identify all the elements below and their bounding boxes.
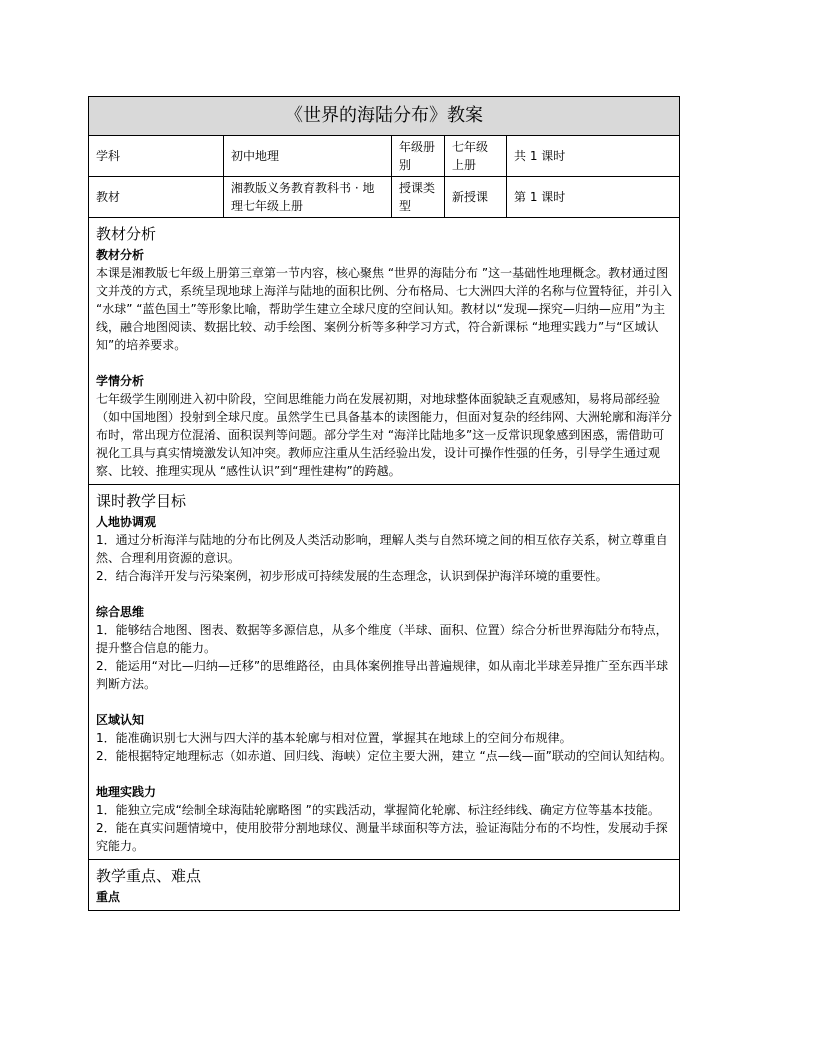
subject-value: 初中地理 — [224, 136, 392, 177]
grade-value: 七年级上册 — [445, 136, 507, 177]
analysis-heading: 教材分析 — [89, 218, 680, 245]
lesson-plan-document — [88, 96, 679, 911]
learner-analysis-subheading: 学情分析 — [96, 374, 145, 388]
keypoints-heading: 教学重点、难点 — [89, 860, 680, 887]
document-title: 《世界的海陆分布》教案 — [89, 97, 680, 136]
material-label: 教材 — [89, 177, 224, 218]
objective-group-title: 地理实践力 — [96, 785, 157, 799]
objective-item: 2．能根据特定地理标志（如赤道、回归线、海峡）定位主要大洲，建立 “点—线—面”联动的空间认知结构。 — [96, 749, 672, 763]
keypoints-subheading: 重点 — [96, 890, 121, 904]
material-value: 湘教版义务教育教科书 · 地理七年级上册 — [224, 177, 392, 218]
objective-item: 2．能在真实问题情境中，使用胶带分割地球仪、测量半球面积等方法，验证海陆分布的不均性，发展动手探究能力。 — [96, 821, 668, 853]
lesson-plan-table — [88, 96, 680, 911]
lesson-value: 第 1 课时 — [507, 177, 680, 218]
objective-item: 1．能够结合地图、图表、数据等多源信息，从多个维度（半球、面积、位置）综合分析世界海陆分布特点，提升整合信息的能力。 — [96, 623, 668, 655]
objective-item: 2．结合海洋开发与污染案例，初步形成可持续发展的生态理念，认识到保护海洋环境的重要性。 — [96, 569, 608, 583]
type-value: 新授课 — [445, 177, 507, 218]
analysis-body — [89, 244, 680, 485]
meta-row-material — [89, 177, 680, 218]
grade-label: 年级册别 — [392, 136, 445, 177]
hours-value: 共 1 课时 — [507, 136, 680, 177]
objective-item: 1．通过分析海洋与陆地的分布比例及人类活动影响，理解人类与自然环境之间的相互依存关系，树立尊重自然、合理利用资源的意识。 — [96, 533, 668, 565]
meta-row-subject — [89, 136, 680, 177]
subject-label: 学科 — [89, 136, 224, 177]
keypoints-body — [89, 886, 680, 911]
objectives-heading: 课时教学目标 — [89, 485, 680, 512]
material-analysis-subheading: 教材分析 — [96, 248, 145, 262]
material-analysis-text: 本课是湘教版七年级上册第三章第一节内容，核心聚焦 “世界的海陆分布 ”这一基础性地理概念。教材通过图文并茂的方式，系统呈现地球上海洋与陆地的面积比例、分布格局、七大洲四大洋的名称与位置特征，并引入 “水球” “蓝色国土”等形象比喻，帮助学生建立全球尺度的空间认知。教材以“发现—探究—归纳—应用”为主线，融合地图阅读、数据比较、动手绘图、案例分析等多种学习方式，符合新课标 “地理实践力”与“区域认知”的培养要求。 — [96, 266, 673, 352]
objective-group-title: 综合思维 — [96, 605, 145, 619]
objectives-body — [89, 511, 680, 860]
type-label: 授课类型 — [392, 177, 445, 218]
objective-group-title: 区域认知 — [96, 713, 145, 727]
learner-analysis-text: 七年级学生刚刚进入初中阶段，空间思维能力尚在发展初期，对地球整体面貌缺乏直观感知，易将局部经验（如中国地图）投射到全球尺度。虽然学生已具备基本的读图能力，但面对复杂的经纬网、大洲轮廓和海洋分布时，常出现方位混淆、面积误判等问题。部分学生对 “海洋比陆地多”这一反常识现象感到困惑，需借助可视化工具与真实情境激发认知冲突。教师应注重从生活经验出发，设计可操作性强的任务，引导学生通过观察、比较、推理实现从 “感性认识”到“理性建构”的跨越。 — [96, 392, 673, 478]
objective-item: 2．能运用“对比—归纳—迁移”的思维路径，由具体案例推导出普遍规律，如从南北半球差异推广至东西半球判断方法。 — [96, 659, 669, 691]
objective-group-title: 人地协调观 — [96, 515, 157, 529]
objective-item: 1．能准确识别七大洲与四大洋的基本轮廓与相对位置，掌握其在地球上的空间分布规律。 — [96, 731, 572, 745]
objective-item: 1．能独立完成“绘制全球海陆轮廓略图 ”的实践活动，掌握简化轮廓、标注经纬线、确定方位等基本技能。 — [96, 803, 660, 817]
